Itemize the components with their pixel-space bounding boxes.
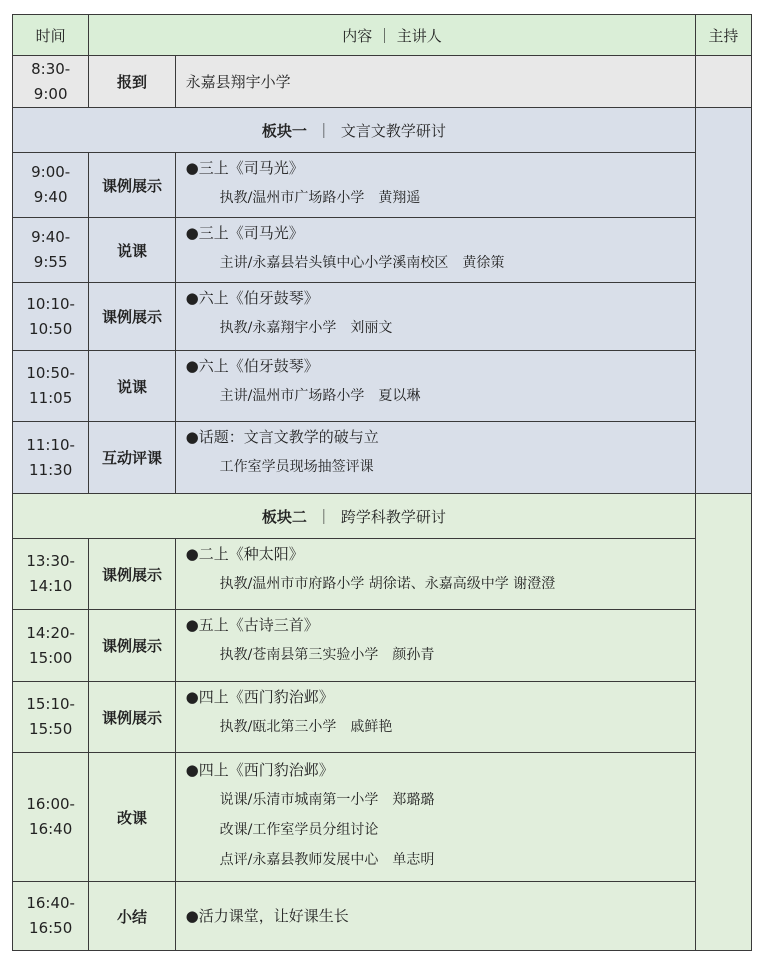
registration-row [13, 56, 752, 108]
module2-row: 13:30- 14:10 课例展示 ●二上《种太阳》 执教/温州市市府路小学 胡徐诺、永嘉高级中学 谢澄澄 [13, 539, 752, 610]
registration-time: 8:30- 9:00 [13, 56, 89, 108]
registration-content: 永嘉县翔宇小学 [175, 56, 695, 108]
schedule-table [12, 14, 752, 951]
registration-type: 报到 [89, 56, 175, 108]
header-host: 主持 [695, 15, 751, 56]
module2-row: 16:00- 16:40 改课 ●四上《西门豹治邺》 说课/乐清市城南第一小学 郑璐璐 改课/工作室学员分组讨论 点评/永嘉县教师发展中心 单志明 [13, 753, 752, 882]
module1-row: 10:10- 10:50 课例展示 ●六上《伯牙鼓琴》 执教/永嘉翔宇小学 刘丽文 [13, 283, 752, 351]
module2-host [695, 494, 751, 951]
module1-host [695, 108, 751, 494]
module2-title: 板块二 ｜ 跨学科教学研讨 [13, 494, 696, 539]
module1-title: 板块一 ｜ 文言文教学研讨 [13, 108, 696, 153]
module2-row: 15:10- 15:50 课例展示 ●四上《西门豹治邺》 执教/瓯北第三小学 戚鲜艳 [13, 682, 752, 753]
module2-row: 14:20- 15:00 课例展示 ●五上《古诗三首》 执教/苍南县第三实验小学 颜孙青 [13, 610, 752, 682]
header-time: 时间 [13, 15, 89, 56]
module1-row: 9:00- 9:40 课例展示 ●三上《司马光》 执教/温州市广场路小学 黄翔遥 [13, 153, 752, 218]
registration-host [695, 56, 751, 108]
module1-section-row [13, 108, 752, 153]
header-row [13, 15, 752, 56]
module1-row: 10:50- 11:05 说课 ●六上《伯牙鼓琴》 主讲/温州市广场路小学 夏以琳 [13, 351, 752, 422]
module2-section-row [13, 494, 752, 539]
module1-row: 9:40- 9:55 说课 ●三上《司马光》 主讲/永嘉县岩头镇中心小学溪南校区 黄徐策 [13, 218, 752, 283]
module1-row: 11:10- 11:30 互动评课 ●话题：文言文教学的破与立 工作室学员现场抽签评课 [13, 422, 752, 494]
header-content: 内容 ｜ 主讲人 [89, 15, 695, 56]
module2-row: 16:40- 16:50 小结 ●活力课堂，让好课生长 [13, 882, 752, 951]
